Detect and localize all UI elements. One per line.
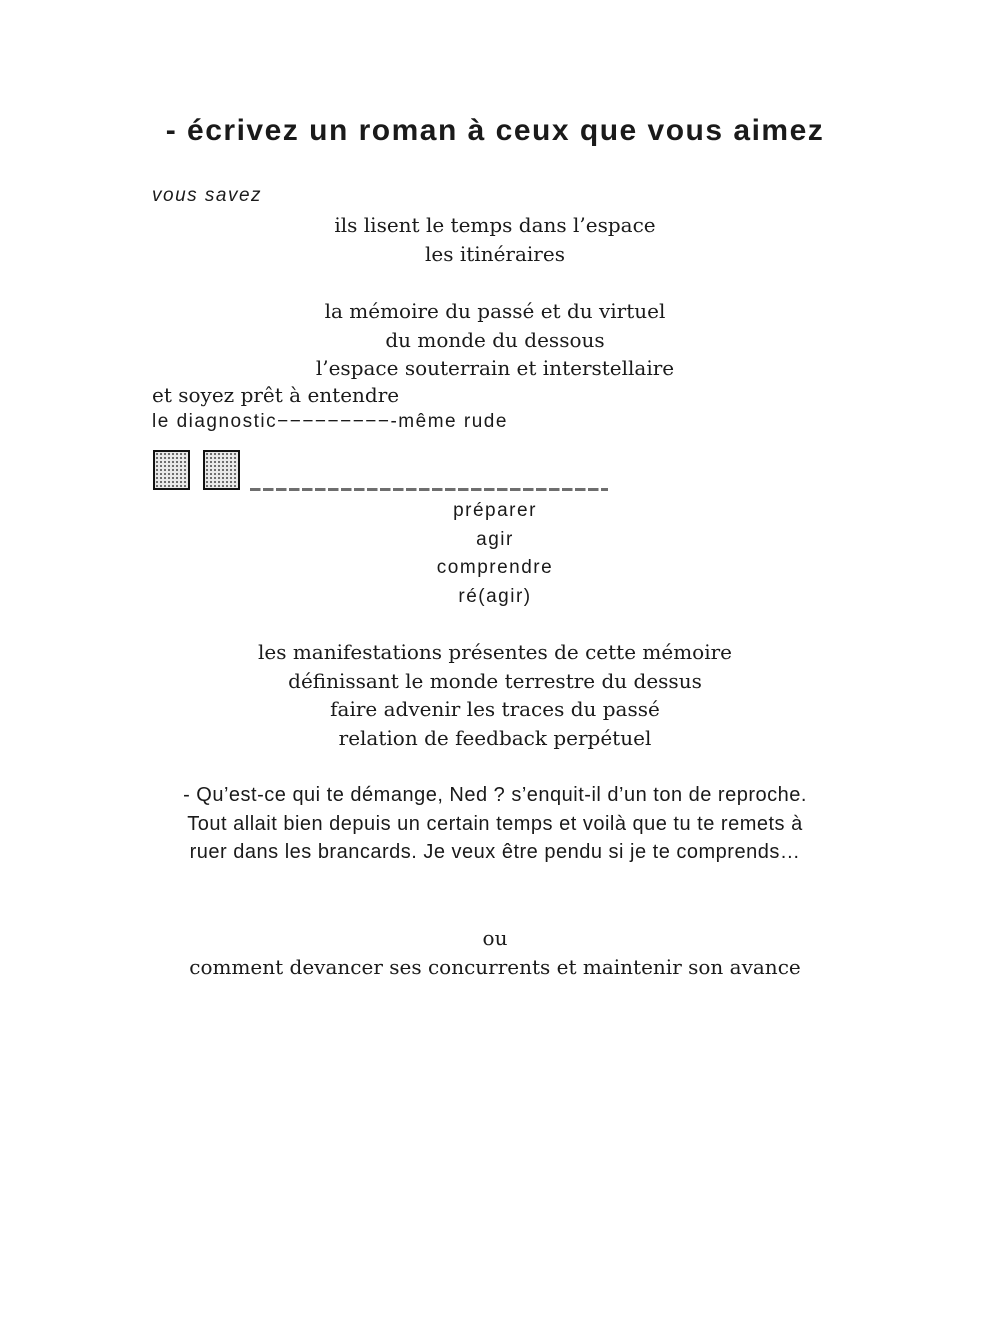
halftone-square-2 [203,450,240,490]
halftone-square-1 [153,450,190,490]
stanza-traces-line-3: faire advenir les traces du passé [330,697,660,721]
aside-serif-line: et soyez prêt à entendre [152,383,400,407]
quote-line-3: ruer dans les brancards. Je veux être pendu si je te comprends… [189,841,801,864]
closing-line: comment devancer ses concurrents et maintenir son avance [189,955,801,979]
stanza-space-line-2: les itinéraires [425,242,565,266]
stanza-traces-line-4: relation de feedback perpétuel [338,725,652,750]
halftone-squares [153,450,240,490]
stanza-traces-line-1: les manifestations présentes de cette mémoire [257,640,733,664]
lead-in-line: vous savez [152,185,263,206]
stanza-memory-line-3: l’espace souterrain et interstellaire [315,356,675,380]
stanza-space [0,211,990,269]
fill-in-blank-line [250,488,608,491]
page-title: - écrivez un roman à ceux que vous aimez [165,114,825,147]
verb-agir: agir [476,528,514,550]
stanza-space-line-1: ils lisent le temps dans l’espace [334,213,656,237]
connector-ou: ou [482,926,508,950]
aside-diagnostic-line: le diagnostic−−−−−−−−−-même rude [152,411,508,432]
quote-line-1: - Qu’est-ce qui te démange, Ned ? s’enquit-il d’un ton de reproche. [183,784,807,806]
verb-reagir: ré(agir) [458,585,532,607]
quote-paragraph [0,781,990,867]
stanza-traces-line-2: définissant le monde terrestre du dessus [288,668,702,693]
verb-preparer: préparer [453,500,537,521]
quote-line-2: Tout allait bien depuis un certain temps et voilà que tu te remets à [187,812,803,835]
stanza-traces [0,638,990,752]
stanza-memory [0,297,990,383]
stanza-memory-line-2: du monde du dessous [385,327,605,352]
stanza-memory-line-1: la mémoire du passé et du virtuel [324,299,666,323]
verbs-list [0,497,990,611]
verb-comprendre: comprendre [436,557,554,578]
